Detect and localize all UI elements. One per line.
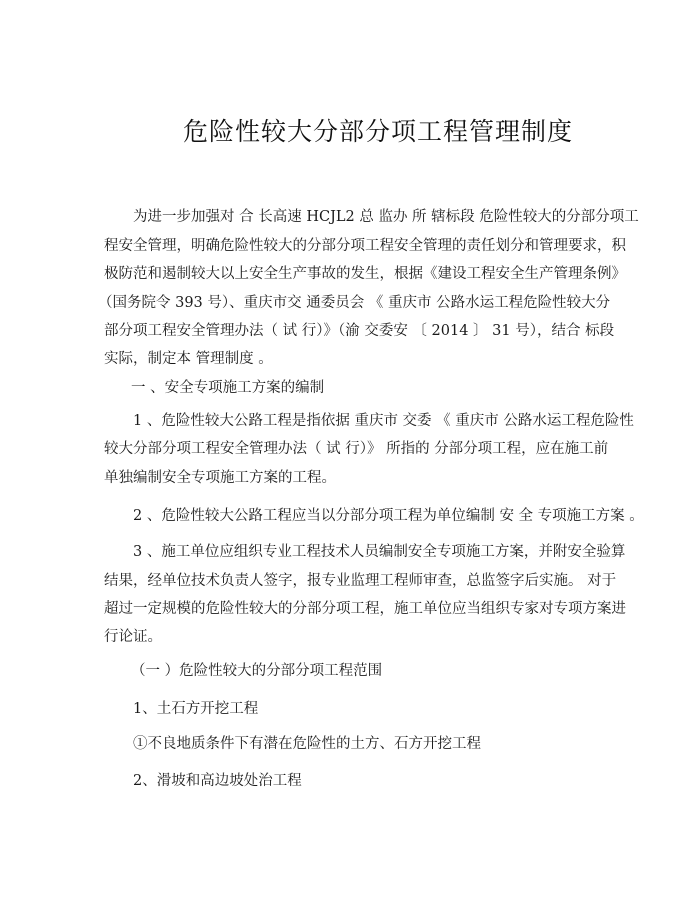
- paragraph-line: （国务院令 393 号）、重庆市交 通委员会 《 重庆市 公路水运工程危险性较大分: [98, 295, 611, 311]
- paragraph-line: 为进一步加强对 合 长高速 HCJL2 总 监办 所 辖标段 危险性较大的分部分项工: [133, 209, 639, 225]
- paragraph-line: 1 、危险性较大公路工程是指依据 重庆市 交委 《 重庆市 公路水运工程危险性: [133, 413, 634, 429]
- subsection-heading: （一 ）危险性较大的分部分项工程范围: [131, 663, 383, 679]
- paragraph-line: 较大分部分项工程安全管理办法（ 试 行）》 所指的 分部分项工程，应在施工前: [104, 441, 609, 457]
- paragraph-line: 2 、危险性较大公路工程应当以分部分项工程为单位编制 安 全 专项施工方案 。: [133, 508, 644, 524]
- paragraph-line: 3 、施工单位应组织专业工程技术人员编制安全专项施工方案，并附安全验算: [133, 544, 626, 560]
- paragraph-line: 结果，经单位技术负责人签字，报专业监理工程师审查，总监签字后实施。 对于: [104, 573, 617, 589]
- paragraph-line: 单独编制安全专项施工方案的工程。: [104, 470, 336, 486]
- list-item: 1、土石方开挖工程: [133, 701, 259, 717]
- paragraph-line: 超过一定规模的危险性较大的分部分项工程，施工单位应当组织专家对专项方案进: [104, 601, 626, 617]
- section-heading: 一 、安全专项施工方案的编制: [131, 380, 325, 396]
- document-title: 危险性较大分部分项工程管理制度: [182, 117, 573, 146]
- list-item: ①不良地质条件下有潜在危险性的土方、石方开挖工程: [133, 736, 481, 752]
- paragraph-line: 程安全管理，明确危险性较大的分部分项工程安全管理的责任划分和管理要求，积: [104, 238, 626, 254]
- paragraph-line: 实际，制定本 管理制度 。: [104, 351, 273, 367]
- paragraph-line: 部分项工程安全管理办法（ 试 行）》（渝 交委安 〔 2014 〕 31 号），结合 标段: [104, 323, 615, 339]
- list-item: 2、滑坡和高边坡处治工程: [133, 773, 302, 789]
- paragraph-line: 行论证。: [104, 629, 162, 645]
- paragraph-line: 极防范和遏制较大以上安全生产事故的发生，根据《建设工程安全生产管理条例》: [104, 266, 626, 282]
